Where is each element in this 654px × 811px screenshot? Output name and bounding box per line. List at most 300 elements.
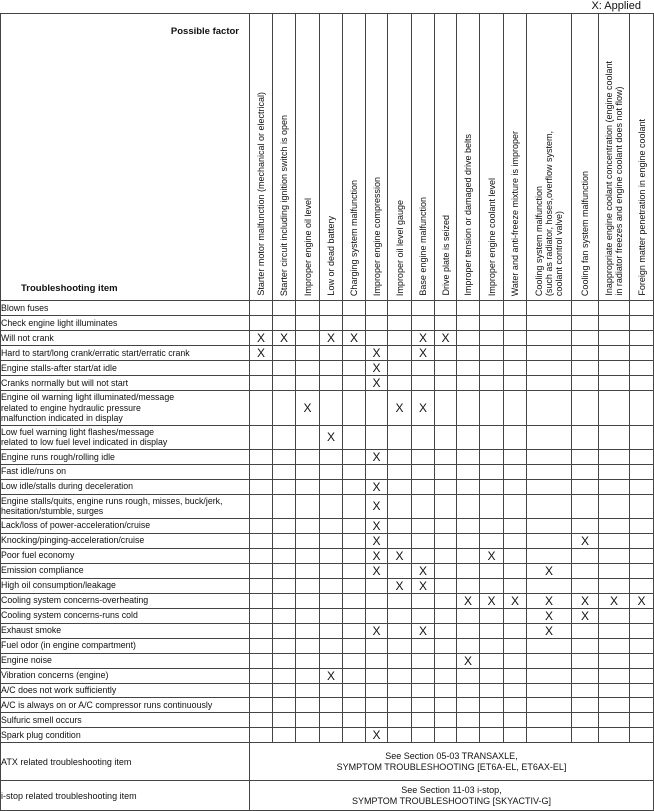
mark-cell — [504, 548, 527, 563]
mark-cell — [480, 668, 504, 683]
mark-cell — [296, 345, 320, 360]
mark-cell — [388, 638, 412, 653]
mark-cell — [527, 330, 572, 345]
factor-header-5 — [366, 14, 388, 301]
mark-cell — [457, 449, 480, 464]
mark-cell — [388, 563, 412, 578]
mark-cell — [504, 425, 527, 449]
mark-cell — [250, 375, 273, 390]
mark-cell — [388, 668, 412, 683]
mark-cell — [630, 728, 654, 743]
mark-cell — [457, 713, 480, 728]
mark-cell — [273, 533, 296, 548]
mark-cell — [320, 375, 343, 390]
mark-cell — [457, 518, 480, 533]
mark-cell — [366, 301, 388, 316]
mark-cell — [527, 425, 572, 449]
mark-cell — [343, 533, 366, 548]
factor-label: Water and anti-freeze mixture is improper — [510, 130, 520, 296]
mark-cell — [388, 608, 412, 623]
troubleshooting-item: Knocking/pinging-acceleration/cruise — [1, 533, 250, 548]
mark-cell — [388, 653, 412, 668]
mark-cell — [599, 623, 630, 638]
mark-cell — [435, 360, 457, 375]
troubleshooting-item: Engine runs rough/rolling idle — [1, 449, 250, 464]
mark-cell — [250, 593, 273, 608]
mark-cell — [572, 668, 599, 683]
mark-cell — [388, 683, 412, 698]
mark-cell: X — [366, 563, 388, 578]
mark-cell — [296, 533, 320, 548]
mark-cell: X — [366, 479, 388, 494]
mark-cell — [412, 713, 435, 728]
mark-cell: X — [572, 533, 599, 548]
mark-cell — [599, 728, 630, 743]
mark-cell: X — [366, 533, 388, 548]
legend: X: Applied — [591, 0, 641, 12]
mark-cell — [504, 345, 527, 360]
mark-cell: X — [504, 593, 527, 608]
mark-cell — [366, 315, 388, 330]
mark-cell: X — [366, 494, 388, 518]
mark-cell — [504, 728, 527, 743]
mark-cell — [296, 608, 320, 623]
troubleshooting-item: Hard to start/long crank/erratic start/erratic crank — [1, 345, 250, 360]
mark-cell — [412, 425, 435, 449]
mark-cell — [388, 593, 412, 608]
mark-cell — [296, 593, 320, 608]
mark-cell: X — [366, 518, 388, 533]
reference-item: i-stop related troubleshooting item — [1, 781, 250, 811]
mark-cell: X — [412, 345, 435, 360]
mark-cell — [457, 698, 480, 713]
mark-cell — [504, 479, 527, 494]
mark-cell — [343, 449, 366, 464]
mark-cell: X — [572, 608, 599, 623]
mark-cell — [527, 345, 572, 360]
mark-cell — [412, 608, 435, 623]
mark-cell — [343, 668, 366, 683]
mark-cell — [296, 728, 320, 743]
mark-cell — [343, 464, 366, 479]
mark-cell: X — [457, 593, 480, 608]
mark-cell — [435, 494, 457, 518]
mark-cell — [320, 548, 343, 563]
mark-cell — [343, 593, 366, 608]
mark-cell — [457, 425, 480, 449]
mark-cell — [504, 623, 527, 638]
mark-cell — [457, 668, 480, 683]
mark-cell — [388, 360, 412, 375]
factor-label: Starter motor malfunction (mechanical or electrical) — [256, 92, 266, 296]
mark-cell — [630, 578, 654, 593]
mark-cell — [504, 494, 527, 518]
mark-cell — [250, 518, 273, 533]
mark-cell: X — [457, 653, 480, 668]
factor-label: Improper tension or damaged drive belts — [463, 134, 473, 296]
mark-cell — [630, 449, 654, 464]
mark-cell — [343, 563, 366, 578]
mark-cell — [435, 345, 457, 360]
factor-label: Low or dead battery — [326, 216, 336, 296]
troubleshooting-item: Lack/loss of power-acceleration/cruise — [1, 518, 250, 533]
mark-cell — [599, 345, 630, 360]
mark-cell — [296, 653, 320, 668]
mark-cell — [366, 608, 388, 623]
mark-cell — [388, 479, 412, 494]
mark-cell — [457, 548, 480, 563]
reference-row — [1, 781, 654, 811]
mark-cell — [250, 698, 273, 713]
factor-header-6 — [388, 14, 412, 301]
mark-cell — [457, 638, 480, 653]
table-row — [1, 608, 654, 623]
mark-cell — [320, 638, 343, 653]
mark-cell — [412, 494, 435, 518]
mark-cell — [572, 623, 599, 638]
mark-cell — [527, 713, 572, 728]
mark-cell — [527, 578, 572, 593]
mark-cell — [599, 390, 630, 425]
factor-label: Improper engine coolant level — [486, 177, 497, 296]
mark-cell — [480, 360, 504, 375]
mark-cell — [320, 494, 343, 518]
mark-cell — [343, 425, 366, 449]
mark-cell — [412, 698, 435, 713]
mark-cell — [273, 683, 296, 698]
mark-cell — [250, 533, 273, 548]
mark-cell — [343, 578, 366, 593]
mark-cell — [599, 548, 630, 563]
mark-cell — [250, 479, 273, 494]
mark-cell — [296, 698, 320, 713]
mark-cell — [480, 533, 504, 548]
mark-cell: X — [366, 360, 388, 375]
mark-cell — [320, 464, 343, 479]
mark-cell — [250, 315, 273, 330]
mark-cell — [388, 301, 412, 316]
mark-cell — [480, 608, 504, 623]
factor-label: Foreign matter penetration in engine coolant — [636, 119, 647, 296]
mark-cell — [435, 578, 457, 593]
mark-cell — [630, 494, 654, 518]
factor-header-7 — [412, 14, 435, 301]
mark-cell — [250, 449, 273, 464]
mark-cell — [599, 360, 630, 375]
mark-cell — [457, 330, 480, 345]
mark-cell — [630, 683, 654, 698]
mark-cell: X — [343, 330, 366, 345]
mark-cell: X — [273, 330, 296, 345]
mark-cell: X — [366, 728, 388, 743]
mark-cell — [435, 375, 457, 390]
mark-cell: X — [366, 375, 388, 390]
mark-cell — [527, 668, 572, 683]
mark-cell — [366, 668, 388, 683]
mark-cell — [504, 533, 527, 548]
mark-cell — [480, 375, 504, 390]
table-row — [1, 301, 654, 316]
mark-cell — [366, 653, 388, 668]
mark-cell — [343, 345, 366, 360]
mark-cell — [366, 390, 388, 425]
mark-cell: X — [388, 548, 412, 563]
factor-header-10 — [480, 14, 504, 301]
mark-cell — [320, 578, 343, 593]
mark-cell — [457, 563, 480, 578]
mark-cell — [599, 301, 630, 316]
mark-cell — [250, 548, 273, 563]
mark-cell — [320, 713, 343, 728]
mark-cell — [296, 375, 320, 390]
mark-cell — [343, 360, 366, 375]
mark-cell — [412, 301, 435, 316]
mark-cell — [320, 563, 343, 578]
mark-cell — [273, 638, 296, 653]
mark-cell — [630, 653, 654, 668]
mark-cell — [250, 563, 273, 578]
troubleshooting-item: A/C does not work sufficiently — [1, 683, 250, 698]
mark-cell — [504, 653, 527, 668]
mark-cell — [480, 425, 504, 449]
mark-cell — [504, 638, 527, 653]
mark-cell — [250, 360, 273, 375]
mark-cell — [599, 494, 630, 518]
mark-cell — [273, 713, 296, 728]
mark-cell — [630, 608, 654, 623]
mark-cell — [388, 698, 412, 713]
mark-cell — [527, 464, 572, 479]
table-row — [1, 533, 654, 548]
mark-cell — [343, 623, 366, 638]
mark-cell — [320, 360, 343, 375]
reference-text: See Section 05-03 TRANSAXLE, SYMPTOM TROUBLESHOOTING [ET6A-EL, ET6AX-EL] — [250, 743, 654, 781]
factor-header-9 — [457, 14, 480, 301]
mark-cell — [412, 683, 435, 698]
mark-cell — [572, 683, 599, 698]
mark-cell — [273, 653, 296, 668]
mark-cell — [250, 301, 273, 316]
factor-header-0 — [250, 14, 273, 301]
mark-cell — [480, 623, 504, 638]
mark-cell — [630, 375, 654, 390]
mark-cell — [435, 449, 457, 464]
mark-cell — [296, 464, 320, 479]
reference-text: See Section 11-03 i-stop, SYMPTOM TROUBLESHOOTING [SKYACTIV-G] — [250, 781, 654, 811]
mark-cell — [435, 425, 457, 449]
factor-header-15 — [630, 14, 654, 301]
mark-cell — [343, 518, 366, 533]
mark-cell — [296, 315, 320, 330]
mark-cell — [343, 315, 366, 330]
mark-cell — [527, 518, 572, 533]
mark-cell — [366, 683, 388, 698]
mark-cell — [599, 533, 630, 548]
troubleshooting-item: Vibration concerns (engine) — [1, 668, 250, 683]
mark-cell — [527, 375, 572, 390]
mark-cell: X — [599, 593, 630, 608]
mark-cell — [412, 653, 435, 668]
mark-cell — [630, 548, 654, 563]
table-row — [1, 518, 654, 533]
mark-cell — [273, 375, 296, 390]
mark-cell — [504, 683, 527, 698]
mark-cell — [273, 698, 296, 713]
reference-item: ATX related troubleshooting item — [1, 743, 250, 781]
mark-cell: X — [480, 548, 504, 563]
mark-cell — [599, 713, 630, 728]
mark-cell — [599, 518, 630, 533]
mark-cell — [480, 713, 504, 728]
mark-cell — [435, 518, 457, 533]
mark-cell — [366, 713, 388, 728]
table-row — [1, 713, 654, 728]
mark-cell — [388, 315, 412, 330]
mark-cell — [250, 653, 273, 668]
troubleshooting-item: Fast idle/runs on — [1, 464, 250, 479]
mark-cell — [457, 464, 480, 479]
mark-cell — [572, 330, 599, 345]
troubleshooting-item: Check engine light illuminates — [1, 315, 250, 330]
mark-cell — [504, 375, 527, 390]
mark-cell — [435, 608, 457, 623]
possible-factor-label: Possible factor — [170, 26, 239, 37]
mark-cell — [273, 563, 296, 578]
mark-cell — [273, 518, 296, 533]
mark-cell — [572, 698, 599, 713]
mark-cell — [320, 653, 343, 668]
mark-cell — [504, 390, 527, 425]
mark-cell — [572, 653, 599, 668]
mark-cell — [630, 345, 654, 360]
mark-cell — [630, 533, 654, 548]
mark-cell — [343, 494, 366, 518]
mark-cell — [480, 315, 504, 330]
mark-cell — [388, 533, 412, 548]
mark-cell — [599, 563, 630, 578]
factor-header-13 — [572, 14, 599, 301]
mark-cell — [366, 330, 388, 345]
table-row — [1, 548, 654, 563]
troubleshooting-item: Cranks normally but will not start — [1, 375, 250, 390]
mark-cell — [343, 390, 366, 425]
table-row — [1, 330, 654, 345]
mark-cell — [527, 683, 572, 698]
mark-cell — [630, 301, 654, 316]
factor-label: Drive plate is seized — [440, 215, 451, 296]
mark-cell — [273, 390, 296, 425]
mark-cell — [435, 668, 457, 683]
mark-cell — [273, 548, 296, 563]
mark-cell — [435, 563, 457, 578]
mark-cell — [435, 698, 457, 713]
factor-header-11 — [504, 14, 527, 301]
mark-cell — [435, 301, 457, 316]
mark-cell — [630, 315, 654, 330]
mark-cell — [504, 518, 527, 533]
mark-cell — [457, 683, 480, 698]
mark-cell — [320, 301, 343, 316]
mark-cell — [273, 345, 296, 360]
mark-cell — [388, 713, 412, 728]
mark-cell — [599, 449, 630, 464]
mark-cell — [599, 608, 630, 623]
mark-cell — [250, 638, 273, 653]
mark-cell — [457, 608, 480, 623]
mark-cell — [480, 345, 504, 360]
mark-cell — [435, 713, 457, 728]
mark-cell — [630, 563, 654, 578]
mark-cell — [480, 578, 504, 593]
mark-cell — [480, 330, 504, 345]
mark-cell — [480, 390, 504, 425]
mark-cell — [457, 728, 480, 743]
mark-cell — [273, 578, 296, 593]
mark-cell — [630, 425, 654, 449]
mark-cell: X — [366, 449, 388, 464]
mark-cell: X — [412, 578, 435, 593]
mark-cell — [296, 713, 320, 728]
mark-cell — [527, 638, 572, 653]
mark-cell — [388, 464, 412, 479]
mark-cell — [527, 315, 572, 330]
mark-cell — [630, 638, 654, 653]
mark-cell — [435, 593, 457, 608]
mark-cell — [412, 449, 435, 464]
mark-cell: X — [366, 345, 388, 360]
mark-cell — [572, 360, 599, 375]
mark-cell: X — [412, 623, 435, 638]
troubleshooting-item: Blown fuses — [1, 301, 250, 316]
mark-cell: X — [366, 623, 388, 638]
mark-cell — [296, 578, 320, 593]
mark-cell — [388, 728, 412, 743]
table-row — [1, 449, 654, 464]
mark-cell — [630, 464, 654, 479]
mark-cell: X — [412, 563, 435, 578]
troubleshooting-item: Engine noise — [1, 653, 250, 668]
mark-cell — [250, 578, 273, 593]
table-row — [1, 425, 654, 449]
mark-cell: X — [412, 330, 435, 345]
mark-cell — [273, 608, 296, 623]
mark-cell — [599, 653, 630, 668]
mark-cell — [480, 494, 504, 518]
mark-cell — [250, 713, 273, 728]
mark-cell — [504, 449, 527, 464]
table-row — [1, 563, 654, 578]
mark-cell — [296, 301, 320, 316]
header-row — [1, 14, 654, 301]
mark-cell — [630, 330, 654, 345]
mark-cell — [250, 668, 273, 683]
troubleshooting-item: Low idle/stalls during deceleration — [1, 479, 250, 494]
mark-cell — [412, 315, 435, 330]
mark-cell — [527, 548, 572, 563]
mark-cell — [630, 713, 654, 728]
mark-cell: X — [630, 593, 654, 608]
mark-cell — [572, 548, 599, 563]
mark-cell — [572, 518, 599, 533]
factor-label: Cooling system malfunction (such as radiator, hoses,overflow system, coolant control valve) — [534, 130, 564, 296]
mark-cell — [250, 728, 273, 743]
mark-cell — [630, 360, 654, 375]
mark-cell — [572, 345, 599, 360]
mark-cell — [457, 301, 480, 316]
mark-cell — [435, 653, 457, 668]
mark-cell — [343, 375, 366, 390]
mark-cell — [572, 425, 599, 449]
